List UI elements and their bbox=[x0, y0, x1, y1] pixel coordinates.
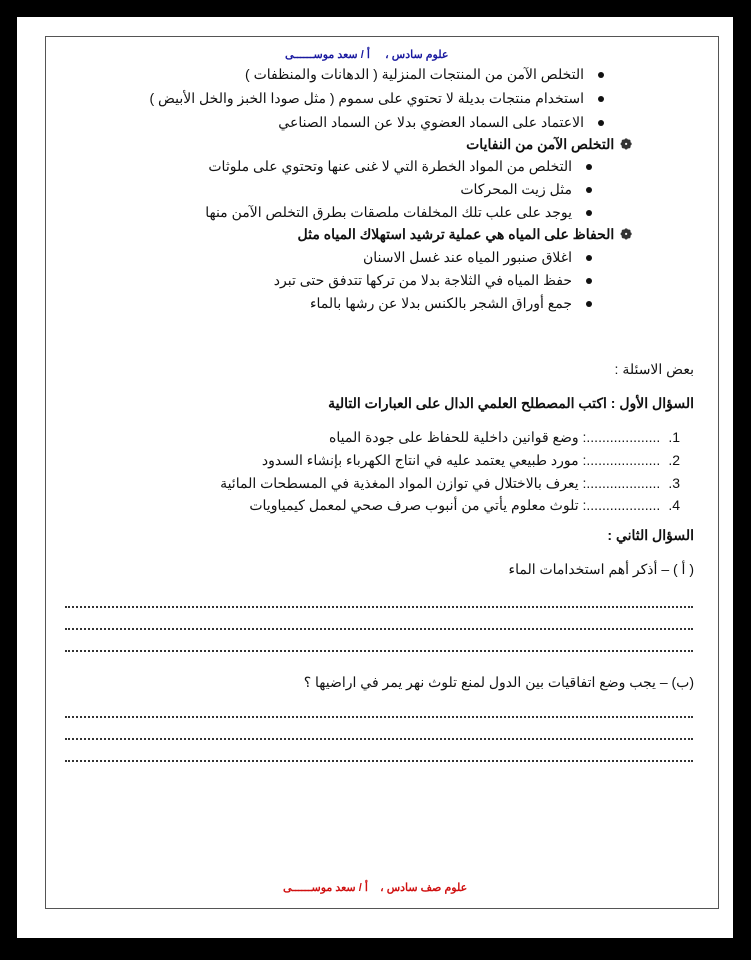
bullet-icon bbox=[586, 187, 592, 193]
page-footer bbox=[283, 879, 467, 897]
answer-line[interactable] bbox=[65, 628, 693, 630]
question-item: 1....................: وضع قوانين داخلية للحفاظ على جودة المياه bbox=[329, 429, 680, 445]
question-1-title: السؤال الأول : اكتب المصطلح العلمي الدال على العبارات التالية bbox=[328, 395, 694, 411]
bullet-icon bbox=[586, 301, 592, 307]
bullet-icon bbox=[598, 120, 604, 126]
bullet-icon bbox=[586, 255, 592, 261]
bullet-icon bbox=[586, 278, 592, 284]
star-bullet-icon: ❁ bbox=[620, 136, 632, 152]
answer-blank[interactable]: ...................: bbox=[582, 475, 661, 491]
question-2-title: السؤال الثاني : bbox=[607, 527, 694, 543]
answer-line[interactable] bbox=[65, 650, 693, 652]
page-header bbox=[285, 46, 448, 64]
questions-intro: بعض الاسئلة : bbox=[614, 361, 694, 377]
bullet-icon bbox=[586, 210, 592, 216]
section-heading: ❁الحفاظ على المياه هي عملية ترشيد استهلاك المياه مثل bbox=[297, 226, 632, 242]
list-item: التخلص من المواد الخطرة التي لا غنى عنها وتحتوي على ملوثات bbox=[208, 157, 592, 175]
list-item: يوجد على علب تلك المخلفات ملصقات بطرق التخلص الآمن منها bbox=[205, 203, 592, 221]
answer-line[interactable] bbox=[65, 760, 693, 762]
question-item: 4....................: تلوث معلوم يأتي من أنبوب صرف صحي لمعمل كيمياويات bbox=[249, 497, 680, 513]
header-teacher: أ / سعد موســــــى bbox=[285, 49, 370, 61]
answer-line[interactable] bbox=[65, 716, 693, 718]
bullet-icon bbox=[598, 96, 604, 102]
answer-line[interactable] bbox=[65, 606, 693, 608]
star-bullet-icon: ❁ bbox=[620, 226, 632, 242]
footer-subject: علوم صف سادس ، bbox=[380, 882, 468, 894]
question-item: 3....................: يعرف بالاختلال في توازن المواد المغذية في المسطحات المائية bbox=[220, 475, 680, 491]
answer-line[interactable] bbox=[65, 738, 693, 740]
answer-blank[interactable]: ...................: bbox=[582, 497, 661, 513]
section-heading: ❁التخلص الآمن من النفايات bbox=[466, 136, 632, 152]
list-item: التخلص الآمن من المنتجات المنزلية ( الدهانات والمنظفات ) bbox=[245, 65, 604, 83]
answer-blank[interactable]: ...................: bbox=[582, 429, 661, 445]
bullet-icon bbox=[586, 164, 592, 170]
answer-blank[interactable]: ...................: bbox=[582, 452, 661, 468]
question-item: 2....................: مورد طبيعي يعتمد عليه في انتاج الكهرباء بإنشاء السدود bbox=[261, 452, 680, 468]
list-item: حفظ المياه في الثلاجة بدلا من تركها تتدفق حتى تبرد bbox=[274, 271, 592, 289]
list-item: جمع أوراق الشجر بالكنس بدلا عن رشها بالماء bbox=[310, 294, 592, 312]
header-subject: علوم سادس ، bbox=[385, 49, 449, 61]
list-item: الاعتماد على السماد العضوي بدلا عن السماد الصناعي bbox=[278, 113, 604, 131]
list-item: اغلاق صنبور المياه عند غسل الاسنان bbox=[363, 248, 592, 266]
bullet-icon bbox=[598, 72, 604, 78]
list-item: استخدام منتجات بديلة لا تحتوي على سموم ( مثل صودا الخبز والخل الأبيض ) bbox=[149, 89, 604, 107]
footer-teacher: أ / سعد موســــــى bbox=[283, 882, 368, 894]
question-2a: ( أ ) – أذكر أهم استخدامات الماء bbox=[508, 561, 694, 577]
list-item: مثل زيت المحركات bbox=[460, 180, 592, 198]
question-2b: (ب) – يجب وضع اتفاقيات بين الدول لمنع تلوث نهر يمر في اراضيها ؟ bbox=[303, 674, 694, 690]
